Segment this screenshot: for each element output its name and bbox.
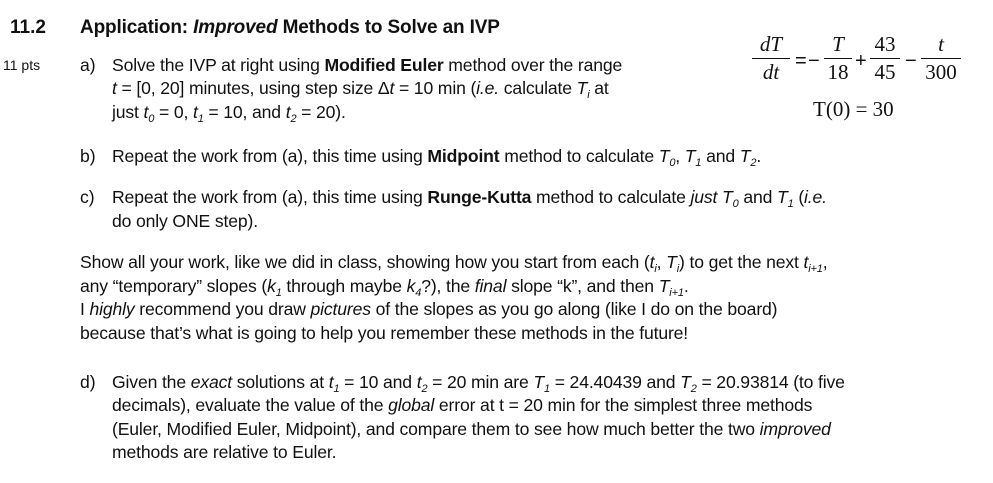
text-run: and <box>738 187 778 207</box>
text-run: t <box>328 372 334 392</box>
text-run: = 10, and <box>203 102 286 122</box>
text-run: at <box>589 78 609 98</box>
numerator: t <box>938 32 944 56</box>
text-run: just <box>690 187 718 207</box>
text-run: k <box>267 276 276 296</box>
text-run: do only ONE step). <box>112 211 258 231</box>
text-run: 1 <box>543 383 550 395</box>
text-run: and <box>701 146 740 166</box>
text-run: t <box>803 252 809 272</box>
initial-condition: T(0) = 30 <box>813 97 894 121</box>
text-line <box>112 374 845 395</box>
text-run: just <box>112 102 144 122</box>
text-run: T <box>658 146 670 166</box>
text-run: T <box>777 187 788 207</box>
text-run: , <box>822 252 828 272</box>
text-run: t <box>192 102 198 122</box>
text-run: , <box>675 146 685 166</box>
text-run: slope “k”, and then <box>506 276 659 296</box>
text-run: T <box>680 372 691 392</box>
text-run: . <box>756 146 762 166</box>
part-label: c) <box>80 187 95 207</box>
text-run: i.e. <box>476 78 500 98</box>
text-run: recommend you draw <box>134 299 311 319</box>
text-run: I <box>80 299 90 319</box>
text-run: 1 <box>197 113 204 125</box>
text-run: pictures <box>310 299 371 319</box>
text-run: T <box>576 78 588 98</box>
text-run: 4 <box>415 287 422 299</box>
text-run: T <box>684 146 696 166</box>
text-run: i <box>654 263 657 275</box>
numerator: T <box>832 32 844 56</box>
denominator: 300 <box>925 60 957 84</box>
text-run: through maybe <box>281 276 407 296</box>
text-run: , <box>656 252 667 272</box>
fraction-43-45 <box>870 34 900 83</box>
text-run: (Euler, Modified Euler, Midpoint), and compare them to see how much better the two <box>112 419 760 439</box>
text-run: 0 <box>148 113 155 125</box>
text-run: Modified Euler <box>324 55 444 75</box>
denominator: dt <box>762 60 780 84</box>
text-line <box>112 421 831 439</box>
text-run: global <box>388 395 435 415</box>
text-line <box>112 148 761 169</box>
text-run: 2 <box>421 383 428 395</box>
text-line <box>112 57 622 75</box>
text-run: final <box>474 276 507 296</box>
minus-sign: − <box>905 50 917 72</box>
text-run: Show all your work, like we did in class, showing how you start from each ( <box>80 252 650 272</box>
text-run: Improved <box>193 17 278 38</box>
fraction-t-300 <box>921 34 961 83</box>
numerator: dT <box>759 32 783 56</box>
text-line <box>80 278 689 299</box>
text-line <box>80 301 777 319</box>
text-run: Application: <box>80 17 194 38</box>
text-run: any “temporary” slopes ( <box>80 276 268 296</box>
text-run: Midpoint <box>427 146 500 166</box>
text-line <box>112 213 258 231</box>
text-run: 1 <box>333 383 340 395</box>
plus-sign: + <box>855 50 867 72</box>
part-label: a) <box>80 55 96 75</box>
points-label: 11 pts <box>3 57 41 73</box>
text-run: calculate <box>499 78 577 98</box>
text-run: = 20 min are <box>427 372 534 392</box>
text-run: ?), the <box>421 276 475 296</box>
text-run: improved <box>759 419 831 439</box>
numerator: 43 <box>874 32 896 56</box>
part-label: b) <box>80 146 96 166</box>
text-run: i <box>676 263 680 275</box>
text-run: ( <box>793 187 805 207</box>
text-run: t <box>143 102 149 122</box>
text-line <box>112 444 336 462</box>
text-run: because that’s what is going to help you remember these methods in the future! <box>80 323 689 343</box>
section-title <box>80 18 500 37</box>
part-label: d) <box>80 372 96 392</box>
text-run: t <box>389 78 395 98</box>
text-run: T <box>658 276 670 296</box>
minus-sign: − <box>808 50 820 72</box>
text-run: 1 <box>275 287 282 299</box>
text-run: 0 <box>669 157 676 169</box>
text-line <box>112 80 609 101</box>
text-run: 2 <box>750 157 757 169</box>
text-run: t <box>649 252 655 272</box>
text-run: Runge-Kutta <box>427 187 532 207</box>
text-run: k <box>406 276 416 296</box>
fraction-dT-dt <box>752 34 790 83</box>
text-run: t <box>285 102 291 122</box>
text-run: method to calculate <box>499 146 659 166</box>
text-run: 2 <box>290 113 297 125</box>
section-number: 11.2 <box>10 17 46 38</box>
text-run: = 20). <box>296 102 346 122</box>
text-run: i+1 <box>808 263 823 275</box>
text-run: 1 <box>787 198 794 210</box>
text-run: Repeat the work from (a), this time using <box>112 187 428 207</box>
text-line <box>80 325 688 343</box>
text-run: Repeat the work from (a), this time using <box>112 146 428 166</box>
text-run: T <box>666 252 677 272</box>
text-run: i <box>587 89 590 101</box>
text-run: highly <box>89 299 135 319</box>
text-run: Methods to Solve an IVP <box>277 17 500 38</box>
text-run: of the slopes as you go along (like I do on the board) <box>370 299 778 319</box>
text-run: ) to get the next <box>679 252 804 272</box>
text-run: solutions at <box>232 372 329 392</box>
text-run: = [0, 20] minutes, using step size Δ <box>116 78 390 98</box>
text-line <box>112 397 812 415</box>
equals-sign: = <box>795 50 807 72</box>
text-run: = 20.93814 (to five <box>696 372 845 392</box>
text-run: = 10 and <box>339 372 417 392</box>
fraction-T-18 <box>824 34 852 83</box>
text-run: = 10 min ( <box>394 78 477 98</box>
text-run: Solve the IVP at right using <box>112 55 325 75</box>
text-line <box>80 254 828 275</box>
text-run: i.e. <box>804 187 827 207</box>
text-line <box>112 104 346 125</box>
text-line <box>112 189 827 210</box>
text-run: 2 <box>690 383 697 395</box>
text-run: i+1 <box>669 287 684 299</box>
text-run: T <box>722 187 733 207</box>
text-run: t <box>112 78 117 98</box>
text-run: exact <box>190 372 233 392</box>
text-run: decimals), evaluate the value of the <box>112 395 389 415</box>
denominator: 18 <box>827 60 849 84</box>
text-run: 0 <box>732 198 739 210</box>
text-run: error at t = 20 min for the simplest three methods <box>434 395 813 415</box>
denominator: 45 <box>874 60 896 84</box>
text-run: method over the range <box>443 55 623 75</box>
text-run: method to calculate <box>531 187 691 207</box>
text-run: 1 <box>695 157 702 169</box>
text-run: Given the <box>112 372 191 392</box>
text-run: = 0, <box>154 102 193 122</box>
text-run: methods are relative to Euler. <box>112 442 337 462</box>
text-run: = 24.40439 and <box>549 372 681 392</box>
text-run: . <box>683 276 689 296</box>
text-run: t <box>416 372 422 392</box>
text-run: T <box>739 146 751 166</box>
text-run: T <box>533 372 544 392</box>
